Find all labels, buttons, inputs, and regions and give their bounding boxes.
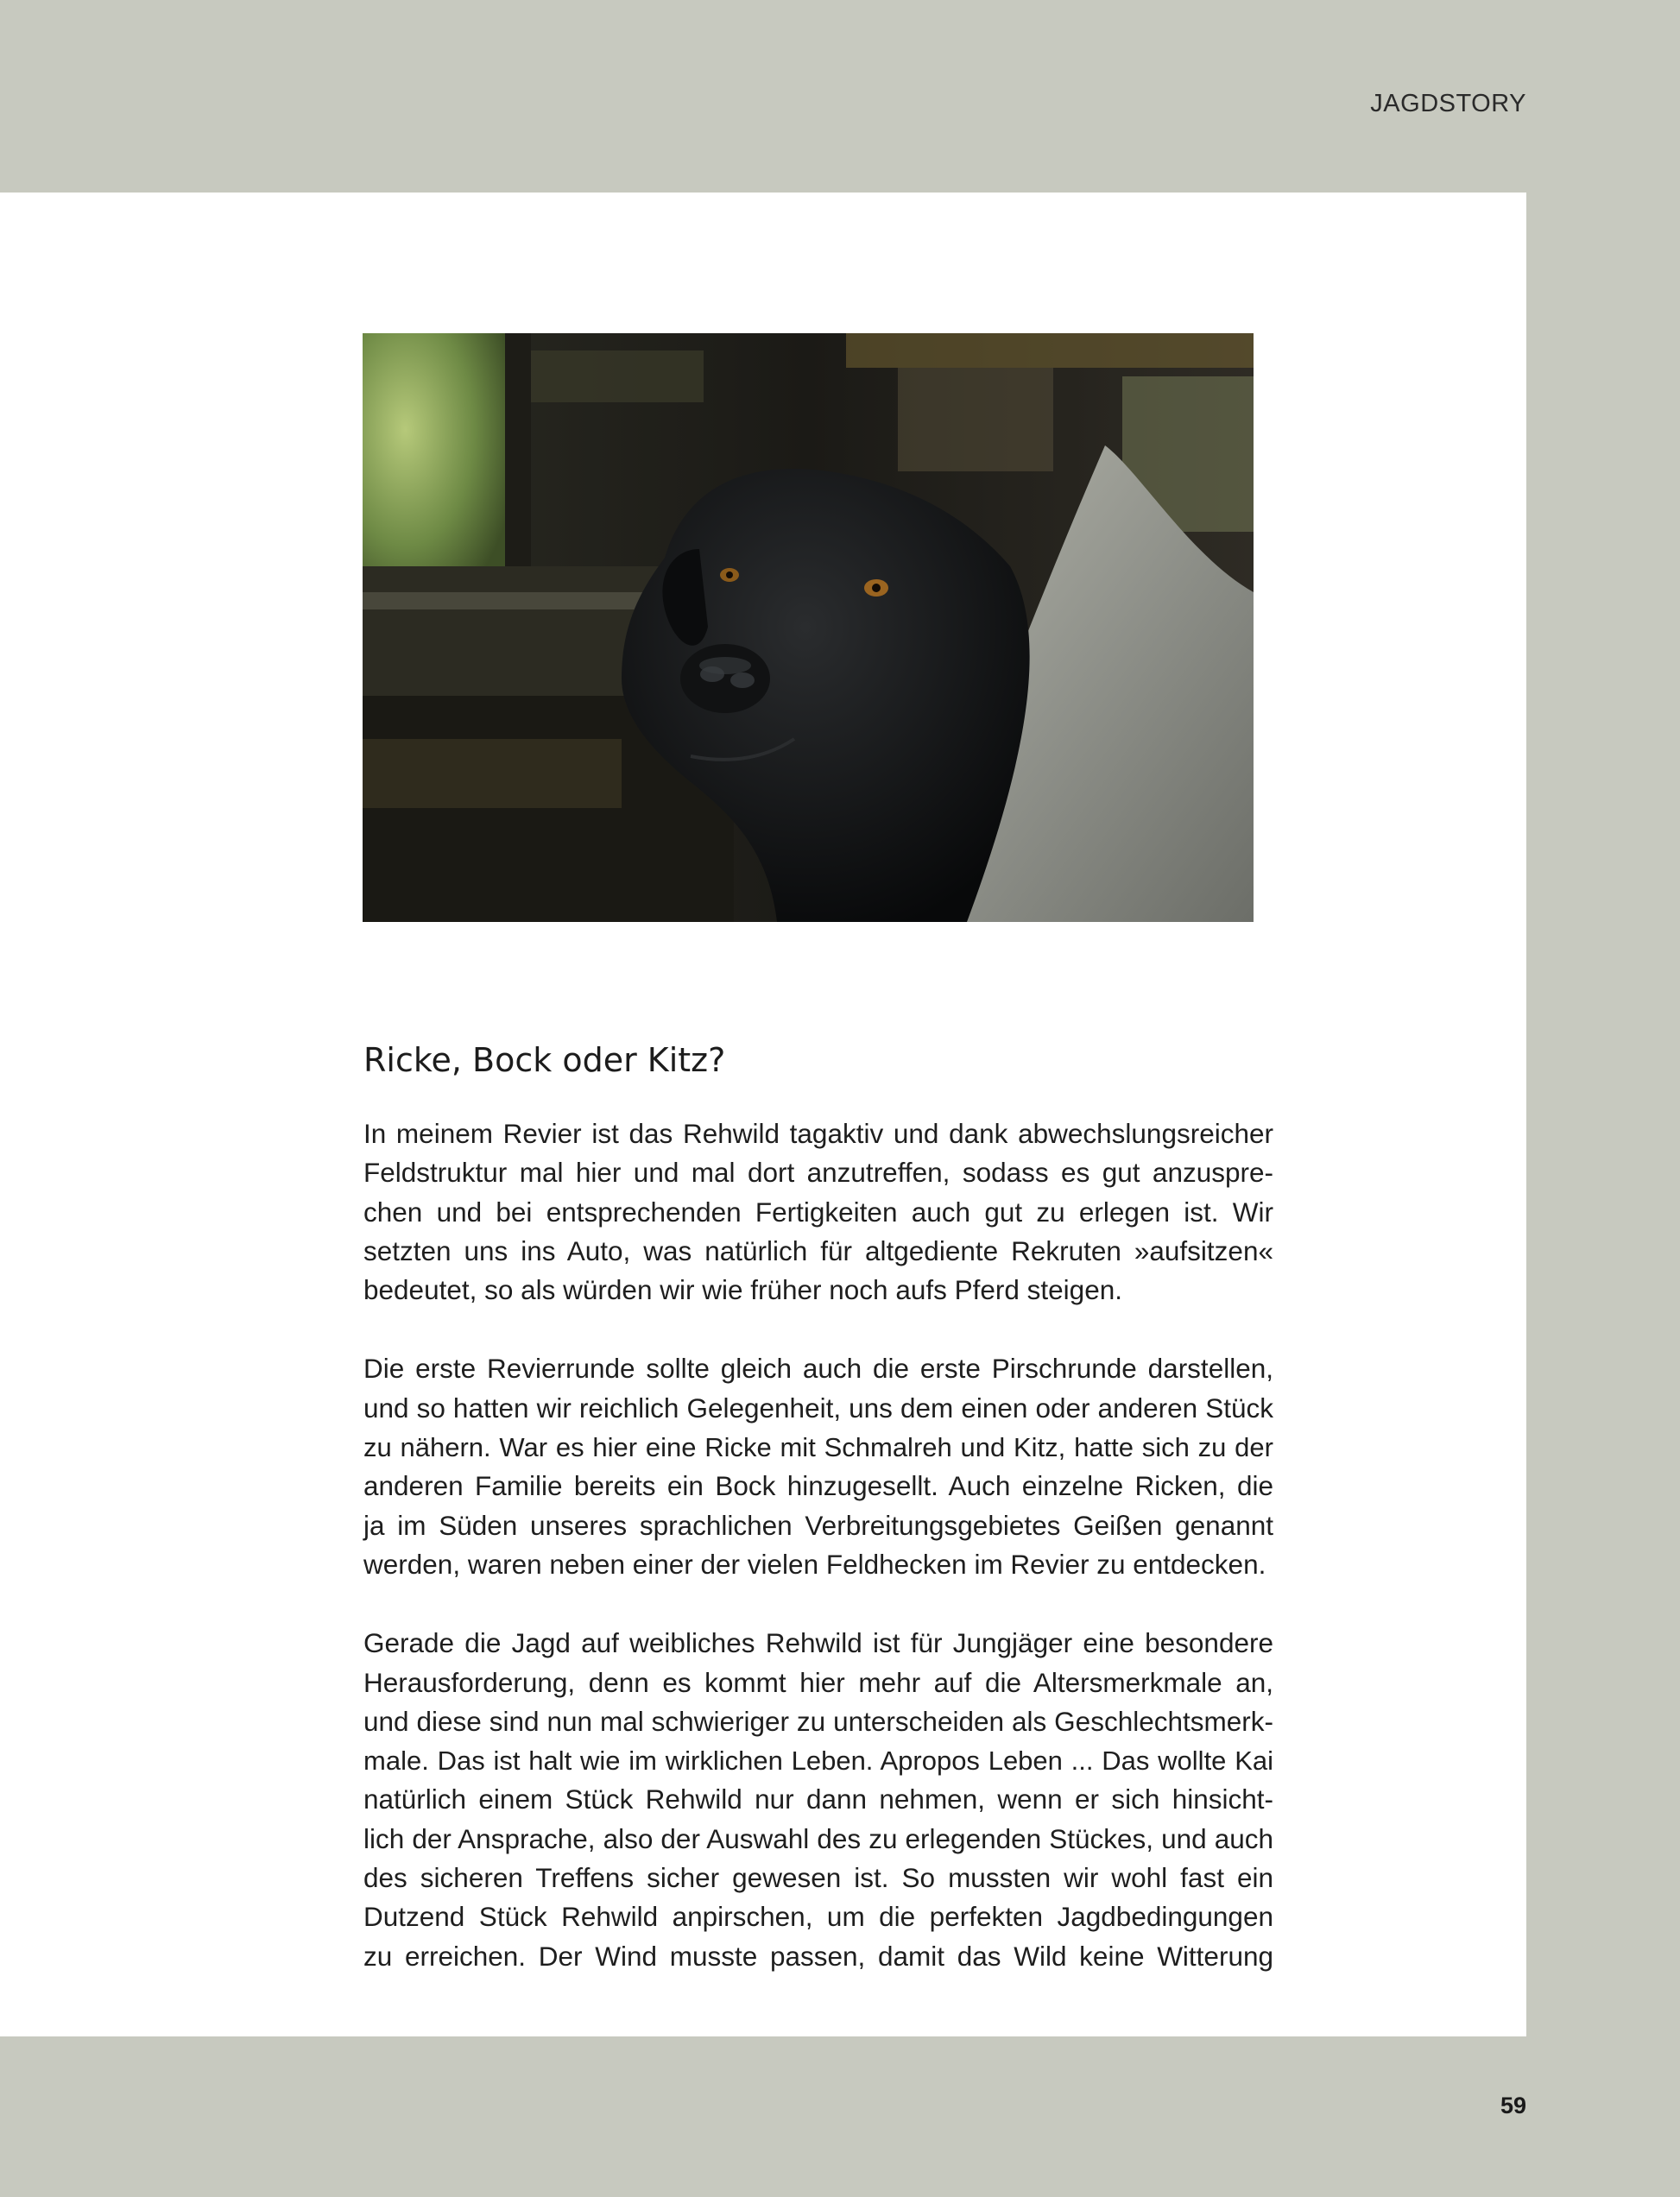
text-line: setzten uns ins Auto, was natürlich für altgediente Rekruten »aufsitzen« <box>363 1234 1273 1266</box>
text-line: werden, waren neben einer der vielen Feldhecken im Revier zu entdecken. <box>363 1548 1266 1580</box>
labrador-image <box>363 333 1254 922</box>
text-line: natürlich einem Stück Rehwild nur dann nehmen, wenn er sich hinsicht- <box>363 1783 1273 1815</box>
dog-photo <box>363 333 1254 922</box>
text-line: bedeutet, so als würden wir wie früher noch aufs Pferd steigen. <box>363 1274 1122 1306</box>
text-line: Die erste Revierrunde sollte gleich auch die erste Pirschrunde darstellen, <box>363 1353 1273 1385</box>
text-line: In meinem Revier ist das Rehwild tagaktiv und dank abwechslungsreicher <box>363 1118 1273 1149</box>
text-line: ja im Süden unseres sprachlichen Verbreitungsgebietes Geißen genannt <box>363 1509 1273 1541</box>
paragraph-2 <box>363 1349 1273 1584</box>
page-sheet <box>0 193 1526 2036</box>
text-line: Feldstruktur mal hier und mal dort anzutreffen, sodass es gut anzuspre- <box>363 1157 1273 1189</box>
section-heading: Ricke, Bock oder Kitz? <box>363 1041 726 1079</box>
text-line: des sicheren Treffens sicher gewesen ist. So mussten wir wohl fast ein <box>363 1862 1273 1894</box>
text-line: und so hatten wir reichlich Gelegenheit, uns dem einen oder anderen Stück <box>363 1392 1273 1424</box>
text-line: und diese sind nun mal schwieriger zu unterscheiden als Geschlechtsmerk- <box>363 1705 1273 1737</box>
paragraph-1 <box>363 1114 1273 1310</box>
section-label: JAGDSTORY <box>1370 90 1526 117</box>
text-line: anderen Familie bereits ein Bock hinzugesellt. Auch einzelne Ricken, die <box>363 1470 1273 1502</box>
text-line: Gerade die Jagd auf weibliches Rehwild ist für Jungjäger eine besondere <box>363 1627 1273 1659</box>
text-line: chen und bei entsprechenden Fertigkeiten auch gut zu erlegen ist. Wir <box>363 1196 1273 1228</box>
paragraph-3 <box>363 1624 1273 1976</box>
text-line: zu nähern. War es hier eine Ricke mit Schmalreh und Kitz, hatte sich zu der <box>363 1432 1273 1463</box>
text-line: lich der Ansprache, also der Auswahl des zu erlegenden Stückes, und auch <box>363 1822 1273 1854</box>
page-number: 59 <box>1500 2093 1526 2118</box>
text-line: zu erreichen. Der Wind musste passen, damit das Wild keine Witterung <box>363 1940 1273 1972</box>
text-line: Herausforderung, denn es kommt hier mehr auf die Altersmerkmale an, <box>363 1666 1273 1698</box>
text-line: Dutzend Stück Rehwild anpirschen, um die perfekten Jagdbedingungen <box>363 1901 1273 1933</box>
article-body <box>363 1114 1273 2016</box>
text-line: male. Das ist halt wie im wirklichen Leben. Apropos Leben ... Das wollte Kai <box>363 1746 1273 1777</box>
